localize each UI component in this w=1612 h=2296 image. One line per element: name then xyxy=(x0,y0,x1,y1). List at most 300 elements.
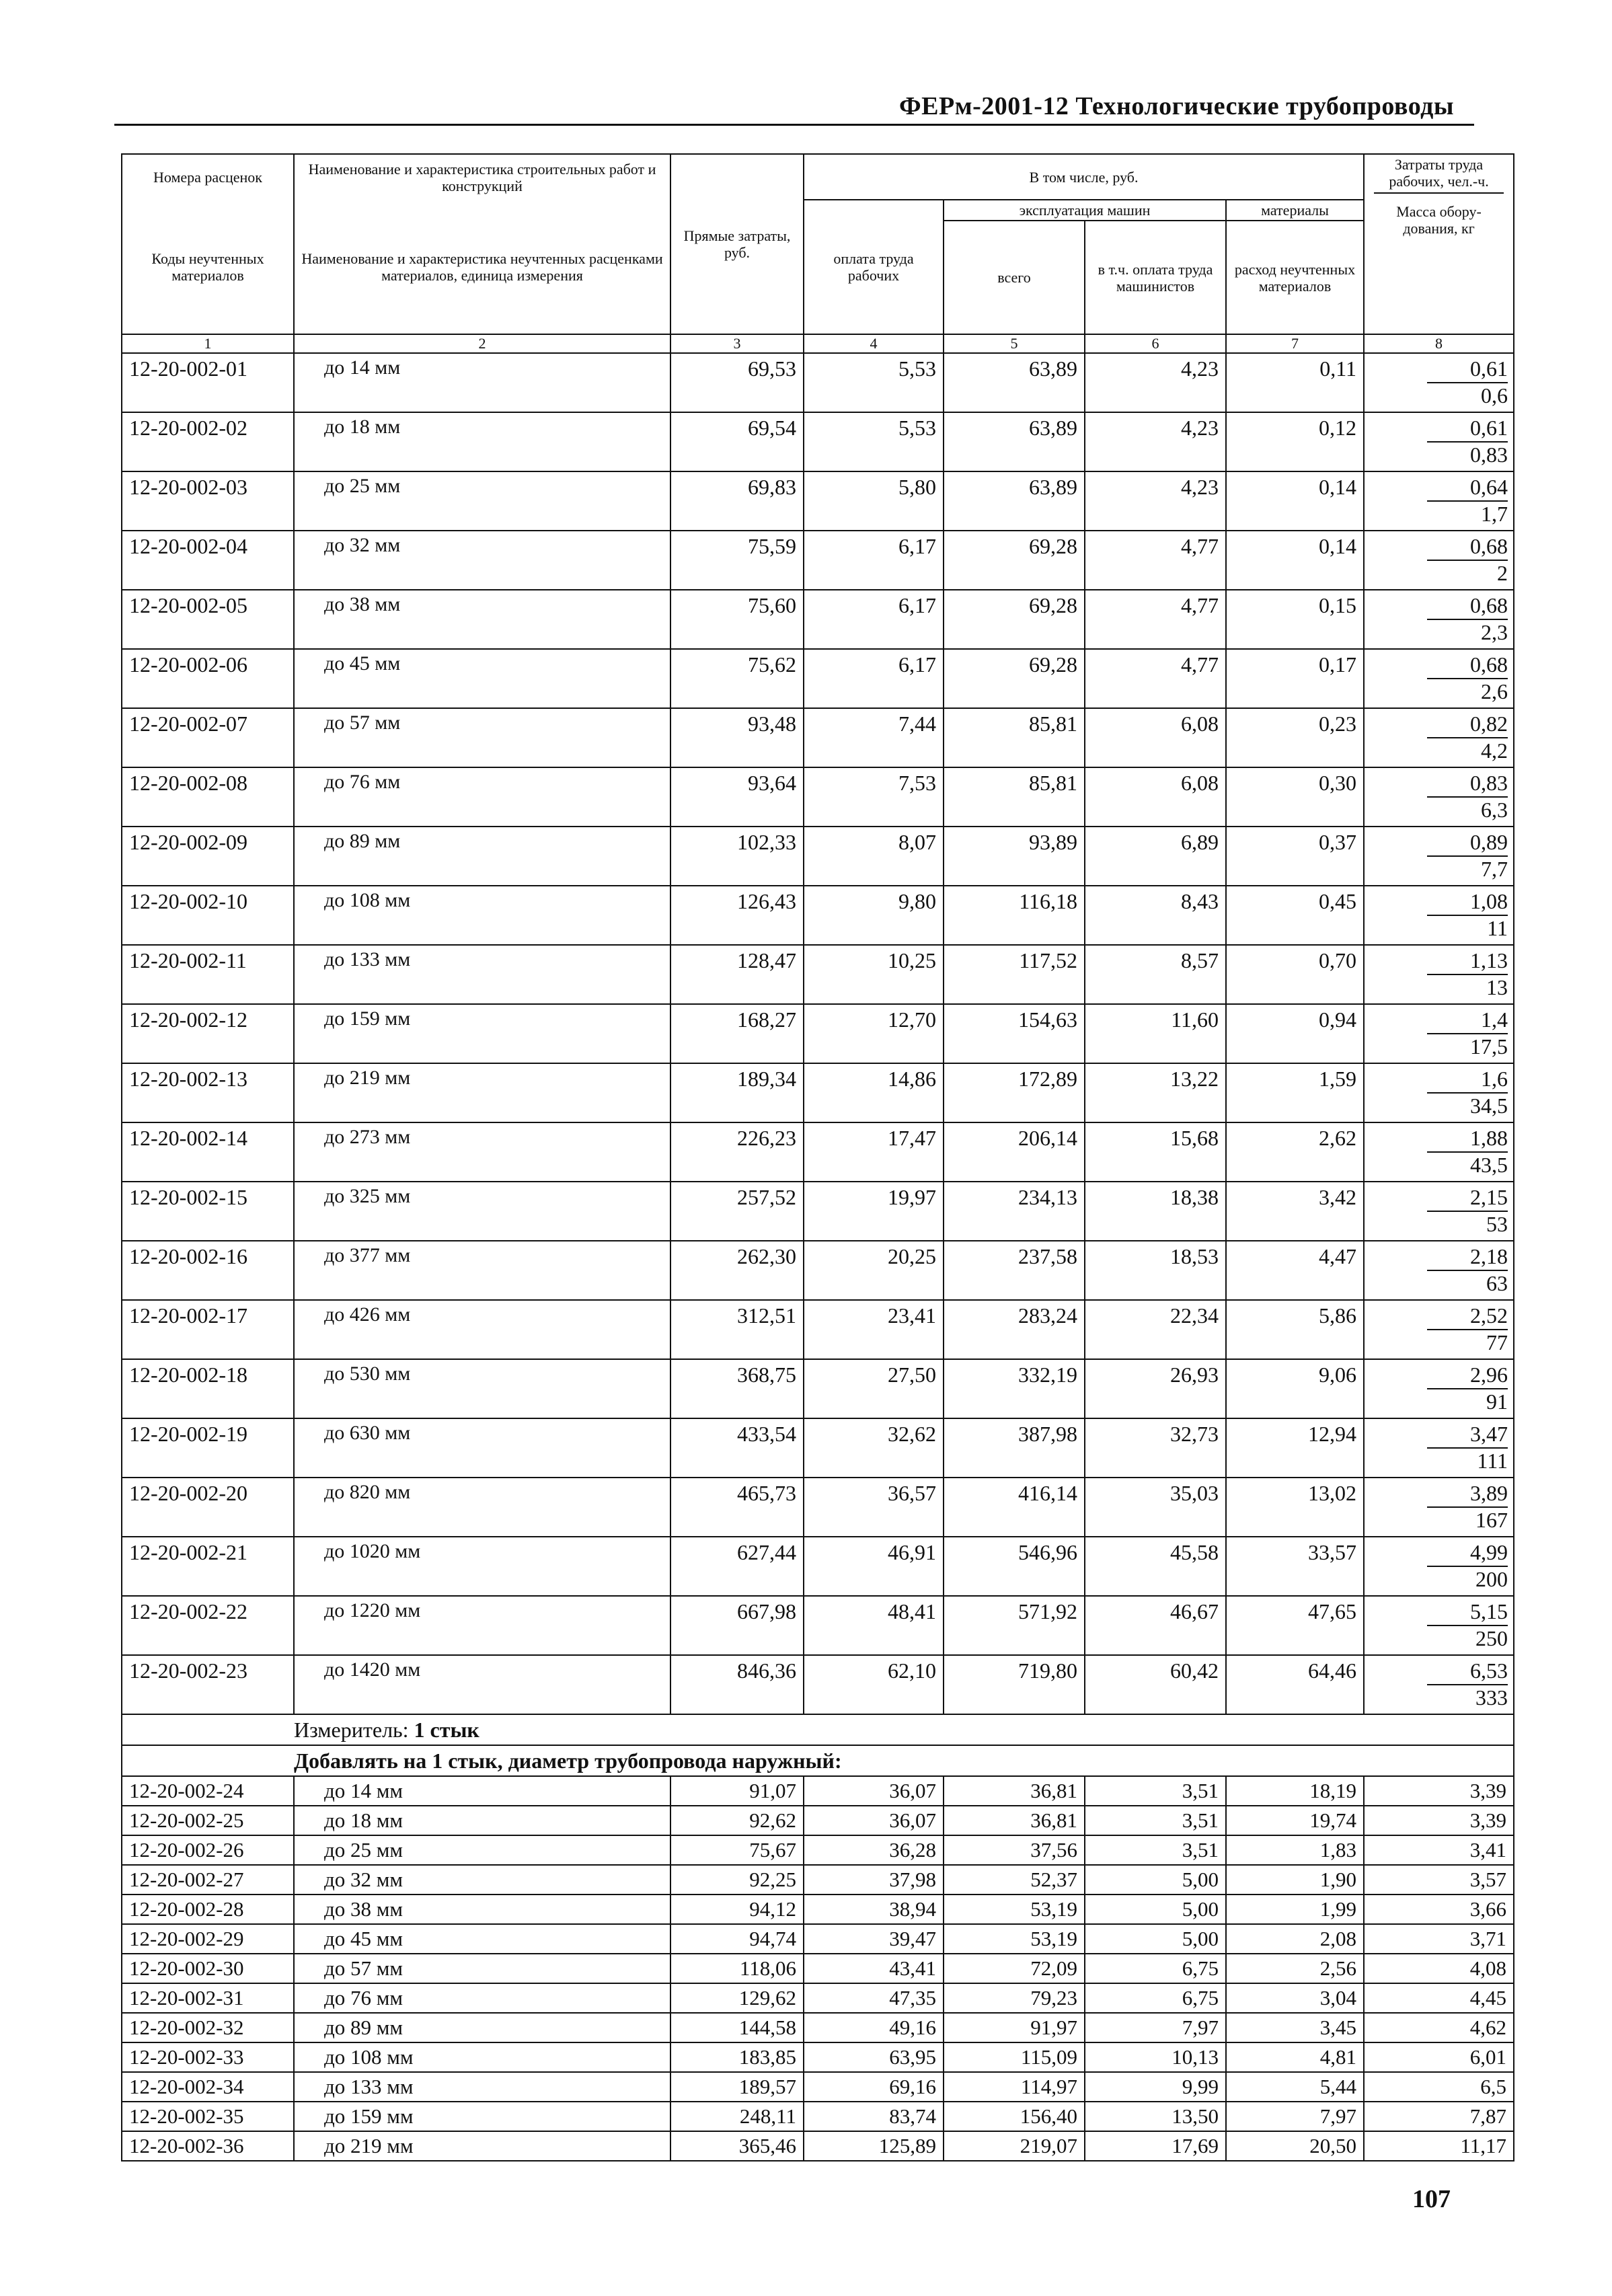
materials-cost: 20,50 xyxy=(1226,2131,1364,2161)
labor-mass-cell xyxy=(1364,353,1514,412)
table-row xyxy=(122,1063,1514,1122)
machinists-pay: 5,00 xyxy=(1085,1865,1226,1895)
labor-cost-line xyxy=(1365,1005,1513,1033)
add-note xyxy=(294,1745,1514,1776)
note-spacer xyxy=(122,1745,294,1776)
workers-pay: 10,25 xyxy=(804,945,944,1004)
direct-cost: 92,62 xyxy=(670,1806,804,1835)
table-row xyxy=(122,1300,1514,1359)
materials-cost: 33,57 xyxy=(1226,1537,1364,1596)
equipment-mass: 4,2 xyxy=(1481,738,1508,763)
labor-cost: 0,68 xyxy=(1427,533,1508,561)
materials-cost: 3,42 xyxy=(1226,1182,1364,1241)
add-note-row xyxy=(122,1745,1514,1776)
labor-cost-line xyxy=(1365,1301,1513,1329)
rate-code: 12-20-002-30 xyxy=(122,1954,294,1983)
labor-cost-line xyxy=(1365,1478,1513,1506)
machinists-pay: 6,75 xyxy=(1085,1983,1226,2013)
labor-mass-cell xyxy=(1364,1122,1514,1182)
machinists-pay: 7,97 xyxy=(1085,2013,1226,2042)
header-labor-top: Затраты труда рабочих, чел.-ч. xyxy=(1374,156,1504,194)
workers-pay: 20,25 xyxy=(804,1241,944,1300)
meter-note xyxy=(294,1714,1514,1745)
rate-name: до 325 мм xyxy=(294,1182,670,1241)
table-row xyxy=(122,945,1514,1004)
machinists-pay: 3,51 xyxy=(1085,1776,1226,1806)
rate-name: до 219 мм xyxy=(294,1063,670,1122)
labor-cost-line xyxy=(1365,590,1513,619)
workers-pay: 19,97 xyxy=(804,1182,944,1241)
rate-name: до 133 мм xyxy=(294,2072,670,2102)
page-header xyxy=(114,87,1474,126)
direct-cost: 75,67 xyxy=(670,1835,804,1865)
direct-cost: 69,83 xyxy=(670,471,804,531)
machinists-pay: 15,68 xyxy=(1085,1122,1226,1182)
direct-cost: 75,62 xyxy=(670,649,804,708)
labor-cost: 3,39 xyxy=(1364,1776,1514,1806)
machines-total: 172,89 xyxy=(944,1063,1085,1122)
rate-code: 12-20-002-08 xyxy=(122,767,294,827)
rate-name: до 76 мм xyxy=(294,767,670,827)
column-number: 2 xyxy=(294,334,670,353)
rate-name: до 1220 мм xyxy=(294,1596,670,1655)
machines-total: 52,37 xyxy=(944,1865,1085,1895)
workers-pay: 38,94 xyxy=(804,1895,944,1924)
rate-name: до 219 мм xyxy=(294,2131,670,2161)
materials-cost: 12,94 xyxy=(1226,1418,1364,1478)
rate-code: 12-20-002-07 xyxy=(122,708,294,767)
direct-cost: 846,36 xyxy=(670,1655,804,1714)
workers-pay: 43,41 xyxy=(804,1954,944,1983)
labor-cost: 0,83 xyxy=(1427,769,1508,798)
labor-cost-line xyxy=(1365,531,1513,560)
table-row xyxy=(122,1806,1514,1835)
rate-code: 12-20-002-24 xyxy=(122,1776,294,1806)
machinists-pay: 4,23 xyxy=(1085,353,1226,412)
machines-total: 154,63 xyxy=(944,1004,1085,1063)
labor-mass-box xyxy=(1365,413,1513,469)
machines-total: 114,97 xyxy=(944,2072,1085,2102)
materials-cost: 1,90 xyxy=(1226,1865,1364,1895)
materials-cost: 2,08 xyxy=(1226,1924,1364,1954)
equipment-mass: 34,5 xyxy=(1470,1094,1508,1118)
labor-mass-box xyxy=(1365,1419,1513,1476)
equipment-mass: 11 xyxy=(1487,916,1508,940)
workers-pay: 32,62 xyxy=(804,1418,944,1478)
labor-cost-line xyxy=(1365,1064,1513,1092)
table-row xyxy=(122,1478,1514,1537)
labor-mass-box xyxy=(1365,709,1513,765)
meter-label: Измеритель: xyxy=(294,1717,409,1742)
machines-total: 416,14 xyxy=(944,1478,1085,1537)
table-row xyxy=(122,1418,1514,1478)
labor-cost: 0,89 xyxy=(1427,829,1508,857)
direct-cost: 144,58 xyxy=(670,2013,804,2042)
header-incl-machinists: в т.ч. оплата труда машинистов xyxy=(1085,221,1226,334)
rate-name: до 820 мм xyxy=(294,1478,670,1537)
rate-name: до 38 мм xyxy=(294,590,670,649)
materials-cost: 0,15 xyxy=(1226,590,1364,649)
header-materials: материалы xyxy=(1226,200,1364,221)
rate-code: 12-20-002-36 xyxy=(122,2131,294,2161)
rate-code: 12-20-002-02 xyxy=(122,412,294,471)
labor-mass-box xyxy=(1365,827,1513,884)
labor-mass-cell xyxy=(1364,827,1514,886)
table-row xyxy=(122,1835,1514,1865)
labor-cost: 4,08 xyxy=(1364,1954,1514,1983)
workers-pay: 9,80 xyxy=(804,886,944,945)
labor-mass-cell xyxy=(1364,767,1514,827)
labor-mass-box xyxy=(1365,946,1513,1002)
table-row xyxy=(122,1596,1514,1655)
labor-cost-line xyxy=(1365,1123,1513,1151)
table-row xyxy=(122,1122,1514,1182)
column-number: 3 xyxy=(670,334,804,353)
rate-name: до 18 мм xyxy=(294,412,670,471)
labor-mass-box xyxy=(1365,1301,1513,1357)
equipment-mass: 0,83 xyxy=(1470,443,1508,467)
table-row xyxy=(122,1359,1514,1418)
labor-cost-line xyxy=(1365,1597,1513,1625)
rate-code: 12-20-002-09 xyxy=(122,827,294,886)
materials-cost: 1,99 xyxy=(1226,1895,1364,1924)
rate-code: 12-20-002-34 xyxy=(122,2072,294,2102)
labor-cost-line xyxy=(1365,1419,1513,1447)
labor-cost: 6,01 xyxy=(1364,2042,1514,2072)
equipment-mass: 17,5 xyxy=(1470,1034,1508,1059)
labor-mass-box xyxy=(1365,354,1513,410)
machines-total: 156,40 xyxy=(944,2102,1085,2131)
header-row-2 xyxy=(122,200,1514,221)
machines-total: 63,89 xyxy=(944,353,1085,412)
machinists-pay: 13,50 xyxy=(1085,2102,1226,2131)
direct-cost: 94,74 xyxy=(670,1924,804,1954)
machines-total: 85,81 xyxy=(944,708,1085,767)
workers-pay: 27,50 xyxy=(804,1359,944,1418)
rate-name: до 89 мм xyxy=(294,2013,670,2042)
rates-table xyxy=(121,153,1514,2161)
machinists-pay: 4,23 xyxy=(1085,412,1226,471)
machines-total: 63,89 xyxy=(944,412,1085,471)
labor-mass-cell xyxy=(1364,1300,1514,1359)
labor-cost: 1,6 xyxy=(1427,1065,1508,1094)
machinists-pay: 10,13 xyxy=(1085,2042,1226,2072)
rate-code: 12-20-002-28 xyxy=(122,1895,294,1924)
materials-cost: 0,30 xyxy=(1226,767,1364,827)
header-workers-pay: оплата труда рабочих xyxy=(804,200,944,334)
header-total: всего xyxy=(944,221,1085,334)
machines-total: 719,80 xyxy=(944,1655,1085,1714)
machines-total: 69,28 xyxy=(944,531,1085,590)
rate-code: 12-20-002-33 xyxy=(122,2042,294,2072)
equipment-mass: 1,7 xyxy=(1481,502,1508,526)
equipment-mass: 91 xyxy=(1486,1389,1508,1414)
labor-mass-cell xyxy=(1364,1004,1514,1063)
machinists-pay: 3,51 xyxy=(1085,1835,1226,1865)
direct-cost: 667,98 xyxy=(670,1596,804,1655)
materials-cost: 0,94 xyxy=(1226,1004,1364,1063)
labor-mass-box xyxy=(1365,650,1513,706)
labor-cost: 4,99 xyxy=(1427,1539,1508,1567)
labor-cost: 3,66 xyxy=(1364,1895,1514,1924)
labor-mass-box xyxy=(1365,590,1513,647)
machines-total: 72,09 xyxy=(944,1954,1085,1983)
rate-name: до 18 мм xyxy=(294,1806,670,1835)
machines-total: 206,14 xyxy=(944,1122,1085,1182)
workers-pay: 36,07 xyxy=(804,1776,944,1806)
machines-total: 387,98 xyxy=(944,1418,1085,1478)
materials-cost: 13,02 xyxy=(1226,1478,1364,1537)
header-codes-bottom: Коды неучтенных материалов xyxy=(122,200,294,334)
rate-name: до 45 мм xyxy=(294,1924,670,1954)
machines-total: 69,28 xyxy=(944,590,1085,649)
direct-cost: 126,43 xyxy=(670,886,804,945)
equipment-mass: 250 xyxy=(1475,1626,1508,1650)
workers-pay: 47,35 xyxy=(804,1983,944,2013)
table-row xyxy=(122,767,1514,827)
direct-cost: 75,60 xyxy=(670,590,804,649)
labor-mass-box xyxy=(1365,1656,1513,1712)
rate-code: 12-20-002-06 xyxy=(122,649,294,708)
rate-code: 12-20-002-01 xyxy=(122,353,294,412)
rate-code: 12-20-002-27 xyxy=(122,1865,294,1895)
workers-pay: 83,74 xyxy=(804,2102,944,2131)
equipment-mass: 43,5 xyxy=(1470,1153,1508,1177)
direct-cost: 627,44 xyxy=(670,1537,804,1596)
materials-cost: 0,17 xyxy=(1226,649,1364,708)
workers-pay: 49,16 xyxy=(804,2013,944,2042)
add-note-text: Добавлять на 1 стык, диаметр трубопровода наружный: xyxy=(294,1748,842,1773)
workers-pay: 63,95 xyxy=(804,2042,944,2072)
labor-mass-cell xyxy=(1364,708,1514,767)
rate-code: 12-20-002-31 xyxy=(122,1983,294,2013)
machinists-pay: 18,53 xyxy=(1085,1241,1226,1300)
workers-pay: 6,17 xyxy=(804,649,944,708)
rate-code: 12-20-002-20 xyxy=(122,1478,294,1537)
labor-mass-box xyxy=(1365,1123,1513,1180)
table-row xyxy=(122,531,1514,590)
workers-pay: 36,57 xyxy=(804,1478,944,1537)
direct-cost: 129,62 xyxy=(670,1983,804,2013)
materials-cost: 18,19 xyxy=(1226,1776,1364,1806)
workers-pay: 5,80 xyxy=(804,471,944,531)
equipment-mass: 63 xyxy=(1486,1271,1508,1295)
machinists-pay: 4,77 xyxy=(1085,649,1226,708)
rate-code: 12-20-002-10 xyxy=(122,886,294,945)
labor-cost: 0,64 xyxy=(1427,473,1508,502)
rate-name: до 530 мм xyxy=(294,1359,670,1418)
direct-cost: 128,47 xyxy=(670,945,804,1004)
machinists-pay: 45,58 xyxy=(1085,1537,1226,1596)
rate-code: 12-20-002-29 xyxy=(122,1924,294,1954)
labor-cost: 3,47 xyxy=(1427,1420,1508,1449)
rate-name: до 108 мм xyxy=(294,886,670,945)
labor-cost: 0,61 xyxy=(1427,414,1508,443)
header-name-bottom: Наименование и характеристика неучтенных расценками материалов, единица измерения xyxy=(294,200,670,334)
column-number: 4 xyxy=(804,334,944,353)
equipment-mass: 2 xyxy=(1497,561,1508,585)
machinists-pay: 4,23 xyxy=(1085,471,1226,531)
column-number: 1 xyxy=(122,334,294,353)
labor-mass-box xyxy=(1365,1537,1513,1594)
direct-cost: 69,54 xyxy=(670,412,804,471)
page-number: 107 xyxy=(1412,2185,1451,2213)
labor-cost-line xyxy=(1365,472,1513,500)
workers-pay: 7,44 xyxy=(804,708,944,767)
machines-total: 36,81 xyxy=(944,1776,1085,1806)
rate-name: до 76 мм xyxy=(294,1983,670,2013)
materials-cost: 64,46 xyxy=(1226,1655,1364,1714)
labor-cost: 0,68 xyxy=(1427,651,1508,679)
materials-cost: 0,70 xyxy=(1226,945,1364,1004)
machines-total: 234,13 xyxy=(944,1182,1085,1241)
rate-name: до 38 мм xyxy=(294,1895,670,1924)
machines-total: 91,97 xyxy=(944,2013,1085,2042)
machinists-pay: 46,67 xyxy=(1085,1596,1226,1655)
labor-cost: 7,87 xyxy=(1364,2102,1514,2131)
labor-mass-box xyxy=(1365,1597,1513,1653)
table-row xyxy=(122,2072,1514,2102)
rate-name: до 630 мм xyxy=(294,1418,670,1478)
rate-name: до 14 мм xyxy=(294,1776,670,1806)
labor-mass-box xyxy=(1365,1064,1513,1120)
rate-code: 12-20-002-22 xyxy=(122,1596,294,1655)
equipment-mass: 2,3 xyxy=(1481,620,1508,644)
materials-cost: 1,59 xyxy=(1226,1063,1364,1122)
workers-pay: 46,91 xyxy=(804,1537,944,1596)
direct-cost: 368,75 xyxy=(670,1359,804,1418)
direct-cost: 92,25 xyxy=(670,1865,804,1895)
materials-cost: 2,56 xyxy=(1226,1954,1364,1983)
machines-total: 53,19 xyxy=(944,1895,1085,1924)
rate-name: до 57 мм xyxy=(294,708,670,767)
rate-code: 12-20-002-15 xyxy=(122,1182,294,1241)
machinists-pay: 6,75 xyxy=(1085,1954,1226,1983)
rate-name: до 159 мм xyxy=(294,2102,670,2131)
workers-pay: 62,10 xyxy=(804,1655,944,1714)
rate-code: 12-20-002-03 xyxy=(122,471,294,531)
direct-cost: 189,57 xyxy=(670,2072,804,2102)
machinists-pay: 5,00 xyxy=(1085,1895,1226,1924)
direct-cost: 365,46 xyxy=(670,2131,804,2161)
table-row xyxy=(122,2013,1514,2042)
direct-cost: 69,53 xyxy=(670,353,804,412)
rate-name: до 25 мм xyxy=(294,471,670,531)
meter-note-row xyxy=(122,1714,1514,1745)
labor-mass-box xyxy=(1365,1241,1513,1298)
labor-cost: 2,96 xyxy=(1427,1361,1508,1389)
rate-name: до 377 мм xyxy=(294,1241,670,1300)
column-number: 7 xyxy=(1226,334,1364,353)
labor-cost-line xyxy=(1365,354,1513,382)
table-row xyxy=(122,1655,1514,1714)
table-row xyxy=(122,827,1514,886)
labor-cost-line xyxy=(1365,886,1513,915)
labor-mass-box xyxy=(1365,886,1513,943)
labor-cost: 0,61 xyxy=(1427,355,1508,383)
materials-cost: 2,62 xyxy=(1226,1122,1364,1182)
equipment-mass: 111 xyxy=(1477,1449,1508,1473)
workers-pay: 12,70 xyxy=(804,1004,944,1063)
materials-cost: 7,97 xyxy=(1226,2102,1364,2131)
labor-mass-cell xyxy=(1364,649,1514,708)
labor-cost-line xyxy=(1365,1241,1513,1270)
labor-mass-box xyxy=(1365,1005,1513,1061)
table-row xyxy=(122,2042,1514,2072)
materials-cost: 0,11 xyxy=(1226,353,1364,412)
materials-cost: 0,37 xyxy=(1226,827,1364,886)
labor-cost: 2,15 xyxy=(1427,1184,1508,1212)
labor-mass-box xyxy=(1365,531,1513,588)
labor-cost: 4,62 xyxy=(1364,2013,1514,2042)
rate-code: 12-20-002-04 xyxy=(122,531,294,590)
machinists-pay: 22,34 xyxy=(1085,1300,1226,1359)
machines-total: 283,24 xyxy=(944,1300,1085,1359)
labor-mass-cell xyxy=(1364,531,1514,590)
machines-total: 79,23 xyxy=(944,1983,1085,2013)
equipment-mass: 6,3 xyxy=(1481,798,1508,822)
table-row xyxy=(122,2131,1514,2161)
labor-mass-cell xyxy=(1364,471,1514,531)
labor-cost: 4,45 xyxy=(1364,1983,1514,2013)
table-row xyxy=(122,886,1514,945)
machinists-pay: 13,22 xyxy=(1085,1063,1226,1122)
direct-cost: 183,85 xyxy=(670,2042,804,2072)
labor-cost: 11,17 xyxy=(1364,2131,1514,2161)
rate-name: до 108 мм xyxy=(294,2042,670,2072)
machines-total: 116,18 xyxy=(944,886,1085,945)
machines-total: 237,58 xyxy=(944,1241,1085,1300)
header-direct: Прямые затраты, руб. xyxy=(670,154,804,334)
machinists-pay: 9,99 xyxy=(1085,2072,1226,2102)
rate-code: 12-20-002-13 xyxy=(122,1063,294,1122)
machinists-pay: 26,93 xyxy=(1085,1359,1226,1418)
machinists-pay: 8,57 xyxy=(1085,945,1226,1004)
equipment-mass: 53 xyxy=(1486,1212,1508,1236)
direct-cost: 168,27 xyxy=(670,1004,804,1063)
labor-cost: 1,08 xyxy=(1427,888,1508,916)
workers-pay: 48,41 xyxy=(804,1596,944,1655)
column-number-row xyxy=(122,334,1514,353)
materials-cost: 3,04 xyxy=(1226,1983,1364,2013)
table-row xyxy=(122,1776,1514,1806)
workers-pay: 125,89 xyxy=(804,2131,944,2161)
machinists-pay: 8,43 xyxy=(1085,886,1226,945)
column-number: 8 xyxy=(1364,334,1514,353)
page-title: ФЕРм-2001-12 Технологические трубопроводы xyxy=(899,92,1454,120)
machinists-pay: 6,08 xyxy=(1085,708,1226,767)
table-row xyxy=(122,471,1514,531)
machines-total: 53,19 xyxy=(944,1924,1085,1954)
table-row xyxy=(122,353,1514,412)
workers-pay: 5,53 xyxy=(804,353,944,412)
equipment-mass: 2,6 xyxy=(1481,679,1508,703)
workers-pay: 36,28 xyxy=(804,1835,944,1865)
direct-cost: 257,52 xyxy=(670,1182,804,1241)
rate-code: 12-20-002-19 xyxy=(122,1418,294,1478)
labor-cost: 1,13 xyxy=(1427,947,1508,975)
rate-name: до 426 мм xyxy=(294,1300,670,1359)
workers-pay: 23,41 xyxy=(804,1300,944,1359)
equipment-mass: 200 xyxy=(1475,1567,1508,1591)
workers-pay: 6,17 xyxy=(804,531,944,590)
equipment-mass: 7,7 xyxy=(1481,857,1508,881)
machinists-pay: 4,77 xyxy=(1085,531,1226,590)
rate-name: до 159 мм xyxy=(294,1004,670,1063)
rate-code: 12-20-002-35 xyxy=(122,2102,294,2131)
labor-cost: 2,18 xyxy=(1427,1243,1508,1271)
table-row xyxy=(122,1983,1514,2013)
